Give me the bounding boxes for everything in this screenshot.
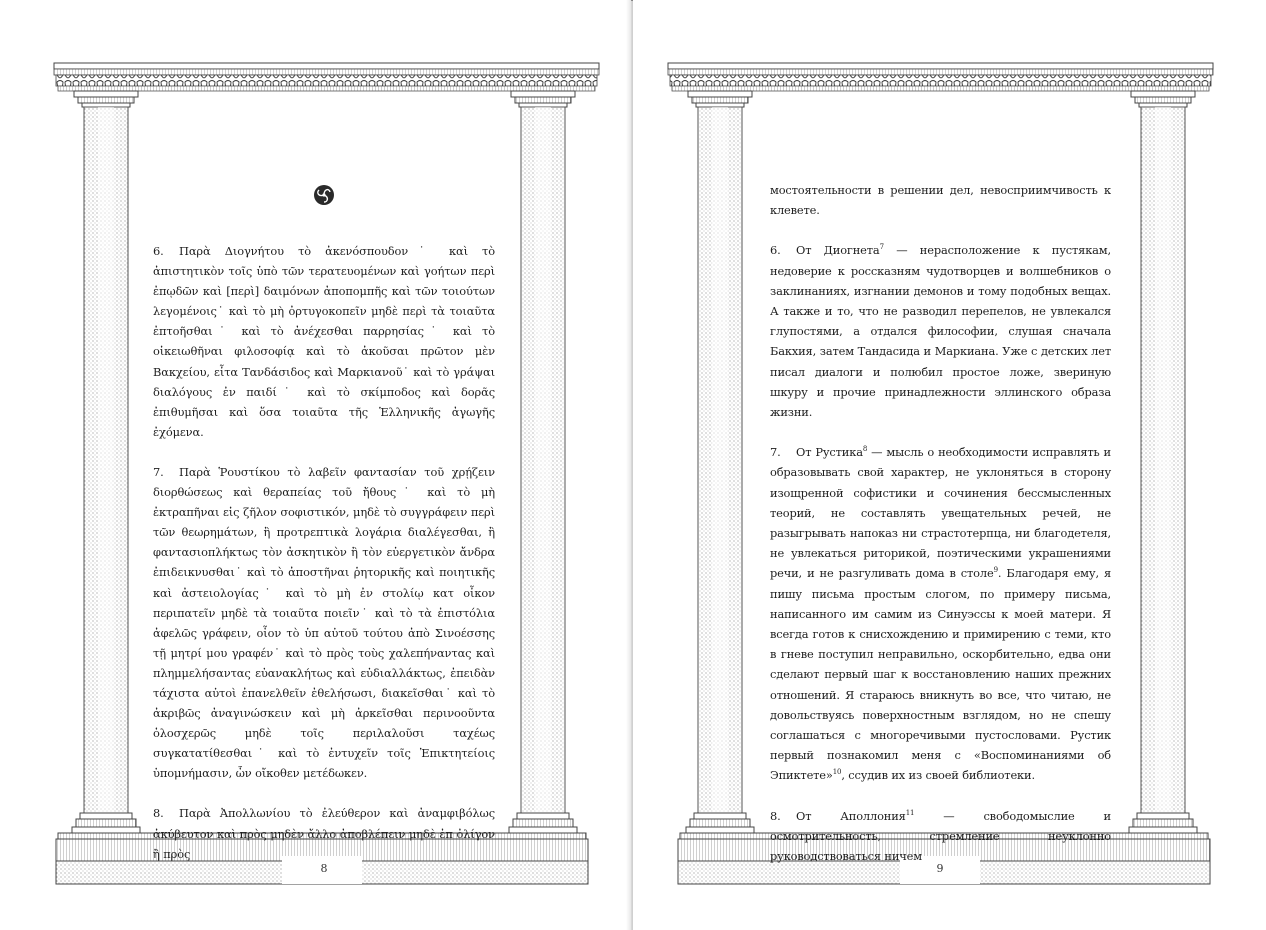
paragraph-text: — свободомыслие и осмотрительность, стремление неуклонно руководствоваться ничем <box>770 808 1111 864</box>
paragraph-lead: От Рустика <box>796 445 863 460</box>
russian-paragraph <box>770 240 1111 422</box>
triskele-rosette-icon <box>313 184 335 206</box>
paragraph-text: — нерасположение к пустякам, недоверие к россказням чудотворцев и волшебников о заклинаниях, изгнании демонов и тому подобных вещах. А также и то, что не разводил перепелов, не увлекался глупостями, а отдался философии, слушая сначала Бакхия, затем Тандасида и Маркиана. Уже с детских лет писал диалоги и полюбил простое ложе, звериную шкуру и прочие принадлежности эллинского образа жизни. <box>770 243 1111 420</box>
greek-paragraph <box>153 462 495 784</box>
paragraph-lead: От Аполлония <box>796 808 906 823</box>
russian-paragraph <box>770 442 1111 785</box>
greek-paragraph <box>153 803 495 863</box>
footnote-ref: 11 <box>905 808 915 817</box>
paragraph-number: 7. <box>770 445 781 460</box>
footnote-ref: 10 <box>832 768 842 777</box>
paragraph-text: . Благодаря ему, я пишу письма простым слогом, по примеру письма, написанного им самим из Синуэссы к моей матери. Я всегда готов к снисхождению и примирению с теми, кто в гневе поступил неправильно, оскорбительно, едва они сделают первый шаг к восстановлению наших прежних отношений. Я стараюсь вникнуть во все, что читаю, не довольствуясь поверхностным взглядом, но не спешу соглашаться с многоречивыми пустословами. Рустик первый познакомил меня с «Воспоминаниями об Эпиктете» <box>770 566 1111 783</box>
paragraph-text: Παρὰ Ῥουστίκου τὸ λαβεῖν φαντασίαν τοῦ χρῄζειν διορθώσεως καὶ θεραπείας τοῦ ἤθους˙ καὶ τὸ μὴ ἐκτραπῆναι εἰς ζῆλον σοφιστικόν, μηδὲ τὸ συγγράφειν περὶ τῶν θεωρημάτων, ἢ προτρεπτικὰ λογάρια διαλέγεσθαι, ἢ φαντασιοπλήκτως τὸν ἀσκητικὸν ἢ τὸν εὐεργετικὸν ἄνδρα ἐπιδεικνυσθαι˙ καὶ τὸ ἀποστῆναι ῥητορικῆς καὶ ποιητικῆς καὶ ἀστειολογίας˙ καὶ τὸ μὴ ἐν στολίῳ κατ οἶκον περιπατεῖν μηδὲ τὰ τοιαῦτα ποιεῖν˙ καὶ τὸ τὰ ἐπιστόλια ἀφελῶς γράφειν, οἷον τὸ ὑπ αὐτοῦ τούτου ἀπὸ Σινοέσσης τῇ μητρί μου γραφέν˙ καὶ τὸ πρὸς τοὺς χαλεπήναντας καὶ πλημμελήσαντας εὐανακλήτως καὶ εὐδιαλλάκτως, ἐπειδὰν τάχιστα αὐτοὶ ἐπανελθεῖν ἐθελήσωσι, διακεῖσθαι˙ καὶ τὸ ἀκριβῶς ἀναγινώσκειν καὶ μὴ ἀρκεῖσθαι περινοοῦντα ὁλοσχερῶς μηδὲ τοῖς περιλαλοῦσι ταχέως συγκατατίθεσθαι˙ καὶ τὸ ἐντυχεῖν τοῖς Ἐπικτητείοις ὑπομνήμασιν, ὧν οἴκοθεν μετέδωκεν. <box>153 464 495 781</box>
paragraph-number: 7. <box>153 464 164 479</box>
paragraph-lead: От Диогнета <box>796 243 880 258</box>
footnote-ref: 9 <box>993 566 998 575</box>
paragraph-text: , ссудив их из своей библиотеки. <box>841 768 1035 783</box>
paragraph-text: Παρὰ Ἀπολλωνίου τὸ ἐλεύθερον καὶ ἀναμφιβόλως ἀκύβευτον καὶ πρὸς μηδὲν ἄλλο ἀποβλέπειν μηδὲ ἐπ ὀλίγον ἢ πρὸς <box>153 806 495 861</box>
page-number: 9 <box>936 862 944 875</box>
paragraph-number: 8. <box>770 808 781 823</box>
continuation-paragraph: мостоятельности в решении дел, невосприимчивость к клевете. <box>770 183 1111 218</box>
paragraph-number: 6. <box>770 243 781 258</box>
paragraph-number: 8. <box>153 806 164 821</box>
footnote-ref: 7 <box>879 243 884 252</box>
page-number: 8 <box>320 862 328 875</box>
left-page <box>0 0 631 930</box>
paragraph-text: — мысль о необходимости исправлять и образовывать свой характер, не уклоняться в сторону изощренной софистики и сочинения бессмысленных теорий, не составлять увещательных речей, не разыгрывать напоказ ни страстотерпца, ни благодетеля, не увлекаться риторикой, поэтическими украшениями речи, и не разгуливать дома в столе <box>770 445 1111 581</box>
greek-text <box>153 241 495 864</box>
footnote-ref: 8 <box>862 445 868 454</box>
russian-text <box>770 180 1111 866</box>
greek-paragraph <box>153 241 495 442</box>
paragraph-text: Παρὰ Διογνήτου τὸ ἀκενόσπουδον˙ καὶ τὸ ἀπιστητικὸν τοῖς ὑπὸ τῶν τερατευομένων καὶ γοήτων περὶ ἐπῳδῶν καὶ [περὶ] δαιμόνων ἀποπομπῆς καὶ τῶν τοιούτων λεγομένοις˙ καὶ τὸ μὴ ὀρτυγοκοπεῖν μηδὲ περὶ τὰ τοιαῦτα ἐπτοῆσθαι˙ καὶ τὸ ἀνέχεσθαι παρρησίας˙ καὶ τὸ οἰκειωθῆναι φιλοσοφίᾳ καὶ τὸ ἀκοῦσαι πρῶτον μὲν Βακχείου, εἶτα Τανδάσιδος καὶ Μαρκιανοῦ˙ καὶ τὸ γράψαι διαλόγους ἐν παιδί˙ καὶ τὸ σκίμποδος καὶ δορᾶς ἐπιθυμῆσαι καὶ ὅσα τοιαῦτα τῆς Ἑλληνικῆς ἀγωγῆς ἐχόμενα. <box>153 244 495 439</box>
russian-paragraph <box>770 806 1111 867</box>
paragraph-number: 6. <box>153 244 164 258</box>
right-page <box>633 0 1266 930</box>
